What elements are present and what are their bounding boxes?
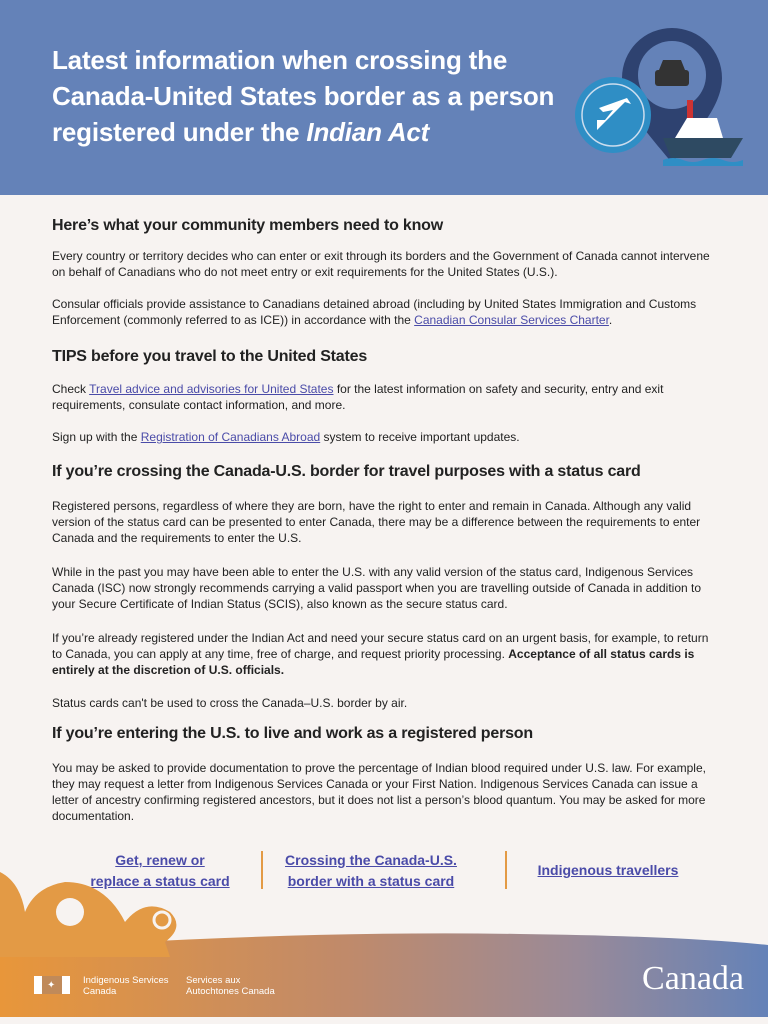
link-line[interactable]: Crossing the Canada-U.S.: [285, 852, 457, 868]
indigenous-art-icon: [0, 872, 200, 962]
isc-french: [186, 975, 275, 997]
divider: [505, 851, 507, 889]
airplane-icon: [575, 77, 651, 153]
canada-wordmark: Canada: [642, 960, 744, 997]
header-banner: [0, 0, 768, 195]
paragraph: [52, 296, 720, 328]
text: Consular officials provide assistance to Canadians detained abroad (including by United States Immigration and Customs Enforcement (commonly referred to as ICE)) in accordance with the: [52, 297, 697, 327]
text: .: [608, 313, 613, 327]
paragraph: [52, 630, 720, 678]
bold-text: Acceptance of all status cards is entirely at the discretion of U.S. officials.: [52, 647, 695, 677]
section-live-work: [52, 725, 720, 824]
paragraph: While in the past you may have been able to enter the U.S. with any valid version of the status card, Indigenous Services Canada (ISC) now strongly recommends carrying a valid passport when you are travelling outside of Canada in addition to your Secure Certificate of Indian Status (SCIS), also known as the secure status card.: [52, 565, 702, 611]
paragraph: [52, 381, 720, 413]
text: Canada: [83, 986, 117, 997]
crossing-border-link[interactable]: [285, 850, 457, 892]
text: system to receive important updates.: [320, 430, 520, 444]
travel-icons: [575, 20, 755, 170]
title-text: Latest information when crossing the Canada-United States border as a person registered under the: [52, 45, 555, 147]
consular-charter-link[interactable]: Canadian Consular Services Charter: [414, 313, 609, 327]
text: for the latest information on safety and security, entry and exit requirements, consulate contact information, and more.: [52, 382, 664, 412]
text: Autochtones Canada: [186, 986, 275, 997]
text: Indigenous Services: [83, 975, 169, 986]
text: Sign up with the: [52, 430, 141, 444]
paragraph: Status cards can't be used to cross the Canada–U.S. border by air.: [52, 696, 408, 710]
section-tips: [52, 348, 720, 445]
link-line[interactable]: border with a status card: [287, 873, 455, 889]
section-heading: Here’s what your community members need to know: [52, 217, 443, 234]
travel-advice-link[interactable]: Travel advice and advisories for United States: [89, 382, 334, 396]
link-line[interactable]: replace a status card: [90, 873, 230, 889]
text: If you’re already registered under the Indian Act and need your secure status card on an urgent basis, for example, to return to Canada, you can apply at any time, free of charge, and request priority processing.: [52, 631, 709, 661]
isc-english: [83, 975, 169, 997]
page-title: [52, 42, 572, 150]
link-line[interactable]: Get, renew or: [115, 852, 205, 868]
link-line[interactable]: Indigenous travellers: [537, 862, 679, 878]
section-community: [52, 217, 720, 328]
title-italic: Indian Act: [306, 117, 430, 147]
text: Check: [52, 382, 90, 396]
canada-flag-icon: ✦: [34, 976, 70, 994]
divider: [261, 851, 263, 889]
section-heading: If you’re entering the U.S. to live and work as a registered person: [52, 725, 533, 742]
section-status-card: [52, 463, 720, 711]
section-heading: TIPS before you travel to the United States: [52, 348, 368, 365]
section-heading: If you’re crossing the Canada-U.S. border for travel purposes with a status card: [52, 463, 641, 480]
paragraph: Every country or territory decides who can enter or exit through its borders and the Government of Canada cannot intervene on behalf of Canadians who do not meet entry or exit requirements for the United States (U.S.).: [52, 249, 710, 279]
indigenous-travellers-link[interactable]: [530, 860, 686, 881]
registration-link[interactable]: Registration of Canadians Abroad: [140, 430, 321, 444]
paragraph: You may be asked to provide documentation to prove the percentage of Indian blood required under U.S. law. For example, they may request a letter from Indigenous Services Canada or your First Nation. Indigenous Services Canada can issue a letter of ancestry confirming registered ancestors, but it does not list a person’s blood quantum. You may be asked for more documentation.: [52, 761, 706, 823]
paragraph: [52, 429, 720, 445]
paragraph: Registered persons, regardless of where they are born, have the right to enter and remain in Canada. Although any valid version of the status card can be presented to enter Canada, there may be a difference between the requirements to enter Canada and the requirements to enter the U.S.: [52, 499, 701, 545]
text: Services aux: [186, 975, 241, 986]
